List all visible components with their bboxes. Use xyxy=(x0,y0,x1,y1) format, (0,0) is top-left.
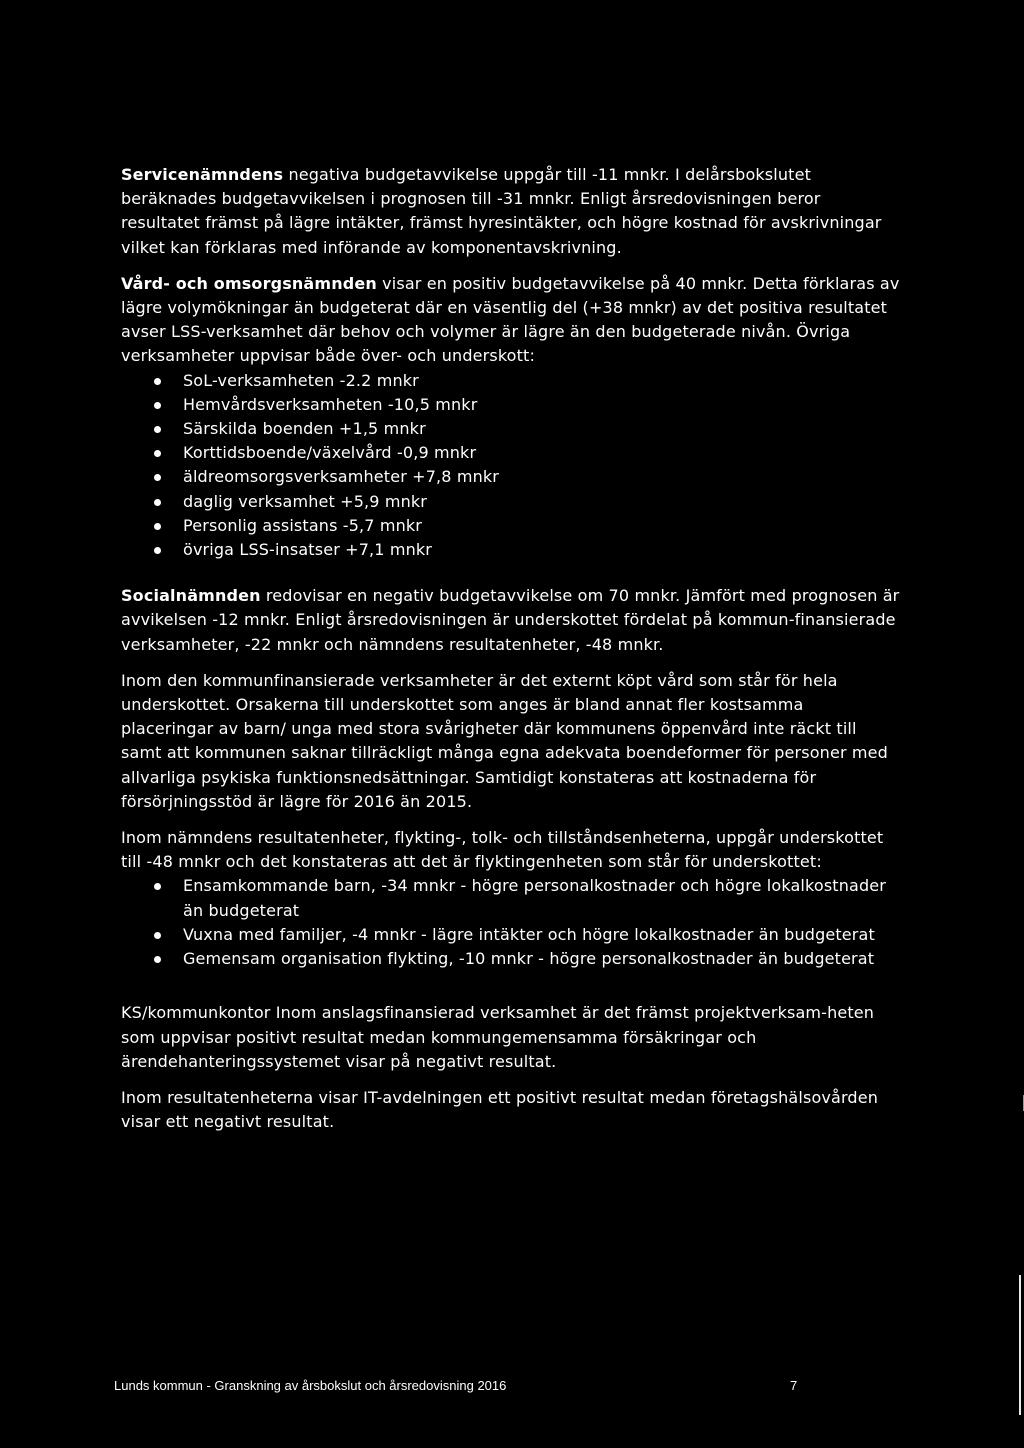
list-item: Korttidsboende/växelvård -0,9 mnkr xyxy=(121,441,901,465)
list-item: Vuxna med familjer, -4 mnkr - lägre intäkter och högre lokalkostnader än budgeterat xyxy=(121,923,901,947)
list-item: daglig verksamhet +5,9 mnkr xyxy=(121,490,901,514)
list-item: Särskilda boenden +1,5 mnkr xyxy=(121,417,901,441)
social-paragraph xyxy=(121,584,901,657)
list-item: Ensamkommande barn, -34 mnkr - högre personalkostnader och högre lokalkostnader än budgeterat xyxy=(121,874,901,922)
servicenamnden-text: negativa budgetavvikelse uppgår till -11 mnkr. I delårsbokslutet beräknades budgetavvikelsen i prognosen till -31 mnkr. Enligt årsredovisningen beror resultatet främst på lägre intäkter, främst hyresintäkter, och högre kostnad för avskrivningar vilket kan förklaras med införande av komponentavskrivning. xyxy=(121,165,882,257)
vard-heading: Vård- och omsorgsnämnden xyxy=(121,273,377,293)
social-text: redovisar en negativ budgetavvikelse om 70 mnkr. Jämfört med prognosen är avvikelsen -12 mnkr. Enligt årsredovisningen är underskottet fördelat på kommun-finansierade verksamheter, -22 mnkr och nämndens resultatenheter, -48 mnkr. xyxy=(121,586,900,654)
ks-paragraph: KS/kommunkontor Inom anslagsfinansierad verksamhet är det främst projektverksam-heten som uppvisar positivt resultat medan kommungemensamma försäkringar och ärendehanteringssystemet visar på negativt resultat. xyxy=(121,1003,875,1071)
vard-text: visar en positiv budgetavvikelse på 40 mnkr. Detta förklaras av lägre volymökningar än budgeterat där en väsentlig del (+38 mnkr) av det positiva resultatet avser LSS-verksamhet där behov och volymer är lägre än den budgeterade nivån. Övriga verksamheter uppvisar både över- och underskott: xyxy=(121,273,900,366)
vard-bullet-list xyxy=(121,369,901,563)
social-paragraph-3: Inom nämndens resultatenheter, flykting-, tolk- och tillståndsenheterna, uppgår underskottet till -48 mnkr och det konstateras att det är flyktingenheten som står för underskottet: xyxy=(121,828,884,872)
document-body xyxy=(121,163,901,1134)
servicenamnden-heading: Servicenämndens xyxy=(121,165,284,184)
social-bullet-list xyxy=(121,874,901,971)
ks-paragraph-2: Inom resultatenheterna visar IT-avdelningen ett positivt resultat medan företagshälsovården visar ett negativt resultat. xyxy=(121,1087,879,1132)
list-item: Gemensam organisation flykting, -10 mnkr - högre personalkostnader än budgeterat xyxy=(121,947,901,971)
vard-paragraph xyxy=(121,272,901,369)
footer-title: Lunds kommun - Granskning av årsbokslut och årsredovisning 2016 xyxy=(114,1378,507,1393)
page-number: 7 xyxy=(790,1378,798,1393)
list-item: SoL-verksamheten -2.2 mnkr xyxy=(121,369,901,393)
list-item: Hemvårdsverksamheten -10,5 mnkr xyxy=(121,393,901,417)
social-paragraph-2: Inom den kommunfinansierade verksamheter är det externt köpt vård som står för hela underskottet. Orsakerna till underskottet som anges är bland annat fler kostsamma placeringar av barn/ unga med stora svårigheter där kommunens öppenvård inte räckt till samt att kommunen saknar tillräckligt många egna adekvata boendeformer för personer med allvarliga psykiska funktionsnedsättningar. Samtidigt konstateras att kostnaderna för försörjningsstöd är lägre för 2016 än 2015. xyxy=(121,670,888,811)
list-item: övriga LSS-insatser +7,1 mnkr xyxy=(121,538,901,562)
list-item: äldreomsorgsverksamheter +7,8 mnkr xyxy=(121,465,901,489)
social-heading: Socialnämnden xyxy=(121,586,261,606)
scan-edge-mark xyxy=(1019,1275,1021,1415)
list-item: Personlig assistans -5,7 mnkr xyxy=(121,514,901,538)
servicenamnden-paragraph xyxy=(121,163,901,260)
